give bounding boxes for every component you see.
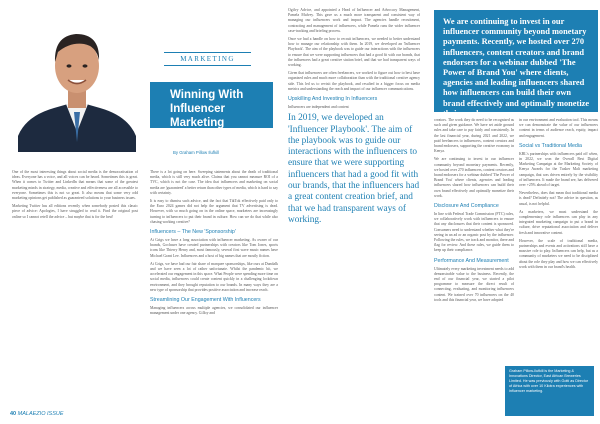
paragraph: We are continuing to invest in our influencer community beyond monetary payments. Recently, we hosted over 270 influencers, content creators and brand endorsers for a webinar dubbed 'The Power of Brand You' where clients, agencies and leading influencers shared how influencers can build their own brand effectively and optimally monetize their work. [434, 157, 514, 198]
paragraph: Ultimately every marketing investment needs to add demonstrable value to the business. Recently, the end of our financial year, we started a pilot programme to measure the direct result of connecting, evaluating, and monitoring influencers content. We trained over 70 influencers on the 40 tools and this financial year, we have adopted [434, 266, 514, 302]
subheading: Streamlining Our Engagement With Influencers [150, 297, 261, 304]
paragraph: Once we had a handle on how to recruit influencers, we needed to better understand how to manage our relationship with them. In 2019, we developed an 'Influencer Playbook'. The aim of the playbook was to guide our interactions with the influencers to ensure that we were supporting influencers that had a good fit with our brands, that the influencers had a great creative station brief, and that we had transparent ways of working. [288, 37, 420, 68]
paragraph: However, the scale of traditional media, partnerships and events and activations still have a massive role to play. Influencers can help, but as a community of marketers we need to be disciplined about the role they play and how we can effectively work with them in our brand's health. [519, 238, 598, 269]
subheading: Social vs Traditional Media [519, 142, 583, 149]
title-line-1: Winning With [170, 89, 244, 101]
author-bio-box: Graham Pillow-Ilufkill is the Marketing & Innovations Director, East African Breweries Limited. He was previously with Gotti as Director of Africa with over 10 Kilotra experiences with influencer marketing. [505, 366, 594, 416]
subheading: Performance And Measurement [434, 257, 509, 264]
paragraph: Marketing Twitter has all editions recently when somebody posted this classic piece of advice: Apologies, I have struggled to read it. Find the original post online so I cannot retell the advice – but maybe that is for the best! [12, 204, 138, 219]
byline: By Graham Pillow Ilufkill [173, 150, 220, 155]
paragraph: In line with Federal Trade Commission (FTC) rules, we collaboratively work with influencers to ensure that any disclosures that their content is sponsored. Consumers need to understand whether what they're seeing in an ad or an organic post by the influencer. Following the rules, we track and monitor, there and flag for review. And these rules, we guide them to keep up their compliance. [434, 212, 514, 253]
paragraph: As marketers, we must understand the complementary role influencers can play in any integrated marketing campaign to put a brand in culture, drive reputational association and deliver fresh and innovative content. [519, 209, 598, 235]
paragraph: One of the most interesting things about social media is the democratisation of ideas. Everyone has a voice, and all voices can be heard. Sometimes this is great. When it comes to Twitter and LinkedIn that means that some of the greatest marketing minds in strategy, media, creative and effectiveness are all accessible to everyone. Sometimes this is not so great. It also means that some very odd marketing opinions get published as guaranteed solutions to your business issues. [12, 170, 138, 201]
page-footer [10, 411, 64, 417]
title-line-2: Influencer Marketing [170, 103, 225, 129]
subheading: Influencers – The New 'Sponsorship' [150, 229, 236, 236]
column-5 [519, 118, 598, 362]
paragraph: Managing influencers across multiple agencies, we consolidated our influencer management under one agency. Gilloy and [150, 306, 278, 316]
paragraph: There is a lot going on here. Sweeping statements about the death of traditional media, which is still very much alive. Claims that you cannot measure ROI of a TVC, which is not the case. The idea that influencers and marketing on social media are 'guaranteed' a better return than other types of media, which is hard to say with certainty. [150, 170, 278, 195]
subheading: Disclosure And Compliance [434, 203, 499, 210]
column-3 [288, 8, 420, 416]
paragraph: Nevertheless, does that mean that traditional media is dead? Definitely not! The advice in question, as usual, is not helpful. [519, 191, 598, 206]
section-tag: MARKETING [164, 52, 251, 66]
column-4 [434, 118, 514, 416]
paragraph: KBL's partnerships with influencers paid off when, in 2022, we won the Overall Best Digital Marketing Campaign at the Marketing Society of Kenya Awards for the Tusker Malt marketing campaign, that was driven entirely by the visibility of influencers. It made the brand see, has delivered over +25% ahead of target. [519, 151, 598, 188]
paragraph: It is easy to dismiss such advice, and the fact that TikTok effectively paid only to the Euro 2024 games did not help the argument that TV advertising is dead. However, with so much going on in the online space, marketers are increasingly turning to influencers to put their brand in culture. How can we do that while also chasing working creative? [150, 199, 278, 224]
paragraph: Influencers are independent and content [288, 105, 349, 110]
paragraph: Ogilvy Advice, and appointed a Head of Influencer and Advocacy Management, Pamela Mulvey. This gave us a much more transparent and consistent way of managing our influencers work and impact. The agencies handle recruitment, contracting and management of influencers, while Pamela runs the wider influencer case-tracking and briefing process. [288, 8, 420, 33]
column-2 [150, 170, 278, 416]
publication-name: MALAEZIO ISSUE [17, 411, 64, 417]
article-title [150, 82, 273, 128]
paragraph: Given that influencers are often freelancers, we worked to figure out how to best have organized rules and much more collaboration than with the traditional creative agency side. This led us to revisit the playbook, and resulted in a bigger focus on media metrics and understanding the reach and impact of our influencer communications. [288, 71, 420, 91]
pull-quote: In 2019, we developed an 'Influencer Playbook'. The aim of the playbook was to guide our interactions with the influencers to ensure that we were supporting influencers that had a good fit with our brands, that the influencers had a great content creation brief, and that we had transparent ways of working. [288, 113, 420, 225]
paragraph: in our environment and evaluation tool. This means we can demonstrate the value of our influencers content in terms of audience reach, equity, impact and engagement. [519, 118, 598, 138]
callout-box: We are continuing to invest in our influencer community beyond monetary payments. Recently, we hosted over 270 influencers, content creators and brand endorsers for a webinar dubbed 'The Power of Brand You' where clients, agencies and leading influencers shared how influencers can build their own brand effectively and optimally monetize their work. [434, 10, 598, 112]
paragraph: At Grigs, we have had our fair share of marquee sponsorships, like ours at Dundalk and we have seen a lot of rather unfortunate. Whilst the pandemic hit, we accelerated our engagement in this space. What People were spending more time on social media, influencers could create content quickly in a challenging lockdown environment, and they brought reputation to our brands. In many ways they are a new type of sponsorship that provides positive association and increase reach. [150, 261, 278, 292]
subheading: Upskilling And Investing In Influencers [288, 96, 378, 103]
page-number: 40 [10, 411, 17, 417]
paragraph: At Grigs we have a long association with influencer marketing. As owner of our brands, Gochaser have created partnerships with creators like Tom Jones, sports icons like Thierry Henry and, most famously, several first wave music names have Michael Grant Lee. Influencers and a host of big names that are mostly fiction. [150, 238, 278, 258]
paragraph: creators. The work they do need to be recognised as such and given guidance. We have set aside ground rules and take care to pay fairly and consistently. In the last financial year, during 2021 and 2022, we paid freelancers to influencers, content creators and brand endorsers, supporting the creative economy in Kenya. [434, 118, 514, 154]
author-photo [18, 20, 136, 152]
column-1 [12, 170, 138, 223]
